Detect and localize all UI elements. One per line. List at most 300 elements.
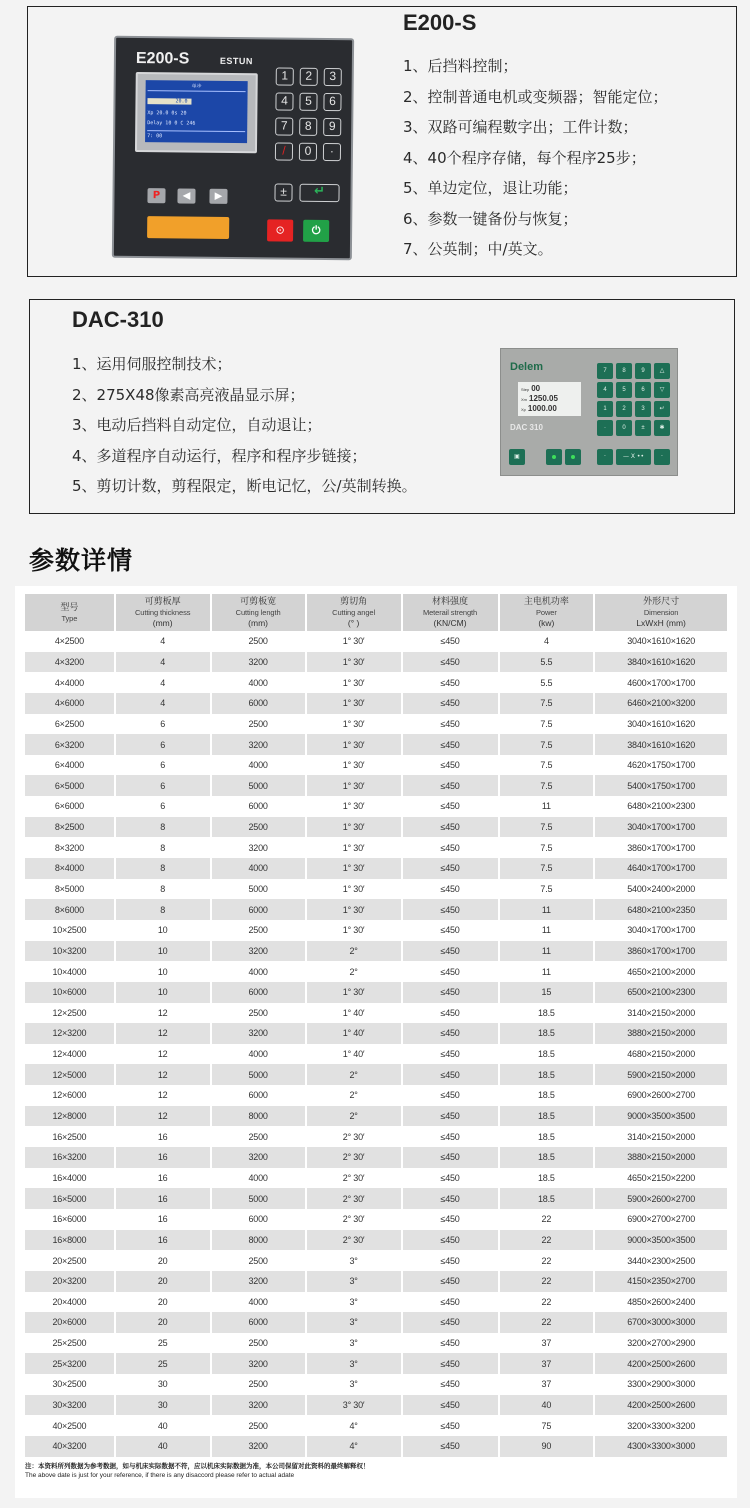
- table-cell: ≤450: [402, 1209, 499, 1230]
- table-cell: 37: [499, 1333, 595, 1354]
- backgauge-diagram-icon: [147, 216, 229, 239]
- table-cell: 22: [499, 1250, 595, 1271]
- dac310-model-label: DAC 310: [510, 423, 543, 432]
- table-row: [25, 920, 727, 941]
- table-cell: 3200: [211, 1436, 306, 1457]
- table-cell: 18.5: [499, 1168, 595, 1189]
- table-cell: 2° 30′: [306, 1209, 402, 1230]
- table-cell: 12: [115, 1064, 211, 1085]
- table-row: [25, 1312, 727, 1333]
- table-cell: 2500: [211, 1374, 306, 1395]
- table-cell: ≤450: [402, 961, 499, 982]
- table-cell: 7.5: [499, 817, 595, 838]
- table-cell: 1° 30′: [306, 734, 402, 755]
- table-row: [25, 1374, 727, 1395]
- dac-start-key-icon: [546, 449, 562, 465]
- table-cell: 7.5: [499, 837, 595, 858]
- table-cell: ≤450: [402, 858, 499, 879]
- table-cell: 2°: [306, 1064, 402, 1085]
- table-cell: 3200: [211, 1023, 306, 1044]
- table-cell: 10: [115, 982, 211, 1003]
- table-cell: ≤450: [402, 1147, 499, 1168]
- table-cell: 11: [499, 796, 595, 817]
- table-cell: ≤450: [402, 631, 499, 652]
- table-cell: ≤450: [402, 1436, 499, 1457]
- table-cell: 4850×2600×2400: [594, 1292, 727, 1313]
- table-cell: 6000: [211, 1209, 306, 1230]
- table-cell: 3200: [211, 837, 306, 858]
- table-cell: 16×3200: [25, 1147, 115, 1168]
- table-cell: ≤450: [402, 1085, 499, 1106]
- table-cell: 30: [115, 1395, 211, 1416]
- col-header-length: 可剪板宽 Cutting length (mm): [211, 594, 306, 631]
- table-cell: 1° 30′: [306, 631, 402, 652]
- table-cell: ≤450: [402, 837, 499, 858]
- table-cell: 8000: [211, 1106, 306, 1127]
- lcd-line: Xp 20.0 0s 20: [147, 110, 187, 117]
- table-cell: 8: [115, 817, 211, 838]
- table-cell: ≤450: [402, 1106, 499, 1127]
- table-cell: 12×2500: [52, 1007, 87, 1018]
- table-cell: ≤450: [402, 1374, 499, 1395]
- plus-minus-key: ±: [274, 183, 292, 201]
- table-row: [25, 714, 727, 735]
- table-cell: ≤450: [402, 982, 499, 1003]
- table-cell: 22: [499, 1271, 595, 1292]
- table-cell: ≤450: [402, 1168, 499, 1189]
- table-cell: 3860×1700×1700: [594, 837, 727, 858]
- lcd-value: 1000.00: [527, 404, 557, 413]
- lcd-line: Delay 10 0 C 246: [147, 120, 196, 127]
- table-cell: 8×4000: [25, 858, 115, 879]
- table-cell: 7.5: [499, 858, 595, 879]
- table-cell: 18.5: [499, 1085, 595, 1106]
- table-cell: ≤450: [402, 1126, 499, 1147]
- table-cell: 5000: [211, 775, 306, 796]
- table-cell: 16×8000: [25, 1230, 115, 1251]
- table-cell: 11: [499, 961, 595, 982]
- table-cell: ≤450: [402, 879, 499, 900]
- table-row: [25, 631, 727, 652]
- table-cell: 7.5: [499, 734, 595, 755]
- dac-screen-key-icon: ▣: [509, 449, 525, 465]
- table-cell: ≤450: [402, 652, 499, 673]
- col-header-type: 型号 Type: [25, 594, 115, 631]
- table-cell: 16: [115, 1209, 211, 1230]
- table-cell: 3040×1610×1620: [594, 714, 727, 735]
- feature-item: 4、多道程序自动运行，程序和程序步链接；: [72, 446, 367, 465]
- table-cell: 18.5: [499, 1003, 595, 1024]
- table-cell: 8: [115, 858, 211, 879]
- table-cell: 8: [115, 899, 211, 920]
- table-cell: 3200: [211, 1271, 306, 1292]
- feature-item: 2、控制普通电机或变频器；智能定位；: [403, 87, 668, 106]
- dac-key: 1: [597, 401, 613, 417]
- table-row: [25, 1188, 727, 1209]
- dac-key: 5: [616, 382, 632, 398]
- table-cell: 4300×3300×3000: [594, 1436, 727, 1457]
- table-cell: 40×2500: [52, 1420, 87, 1431]
- table-cell: 22: [499, 1230, 595, 1251]
- table-cell: 22: [499, 1312, 595, 1333]
- table-cell: 6000: [211, 899, 306, 920]
- table-cell: 1° 30′: [306, 672, 402, 693]
- table-cell: 1° 30′: [306, 899, 402, 920]
- table-cell: 4000: [211, 858, 306, 879]
- table-cell: ≤450: [402, 1003, 499, 1024]
- table-cell: 6480×2100×2350: [594, 899, 727, 920]
- table-cell: 12: [115, 1106, 211, 1127]
- table-cell: ≤450: [402, 1312, 499, 1333]
- table-row: [25, 1023, 727, 1044]
- table-cell: ≤450: [402, 1044, 499, 1065]
- table-cell: 6: [115, 755, 211, 776]
- key-8: 8: [299, 118, 317, 136]
- table-cell: 16: [115, 1168, 211, 1189]
- table-row: [25, 879, 727, 900]
- table-cell: 4620×1750×1700: [594, 755, 727, 776]
- table-cell: 6000: [211, 1085, 306, 1106]
- table-row: [25, 1209, 727, 1230]
- table-row: [25, 1168, 727, 1189]
- table-cell: ≤450: [402, 817, 499, 838]
- lcd-label: Xp: [521, 407, 526, 412]
- table-cell: 6×3200: [25, 734, 115, 755]
- table-cell: 37: [499, 1353, 595, 1374]
- feature-item: 3、双路可编程數字出；工件计数；: [403, 118, 638, 136]
- table-row: [25, 941, 727, 962]
- key-4: 4: [275, 92, 293, 110]
- table-cell: 1° 30′: [306, 714, 402, 735]
- table-cell: 7.5: [499, 693, 595, 714]
- table-row: [25, 1415, 727, 1436]
- table-cell: 2° 30′: [306, 1168, 402, 1189]
- table-cell: 3°: [306, 1250, 402, 1271]
- table-cell: 8×5000: [54, 884, 84, 894]
- table-row: [25, 1292, 727, 1313]
- table-row: [25, 1106, 727, 1127]
- dac-key: 9: [635, 363, 651, 379]
- table-row: [25, 1395, 727, 1416]
- table-cell: 12×8000: [25, 1106, 115, 1127]
- dac310-keypad: [597, 363, 670, 436]
- dac310-card: [29, 299, 735, 514]
- table-cell: 1° 40′: [306, 1044, 402, 1065]
- table-cell: 16: [115, 1126, 211, 1147]
- table-cell: 40×3200: [25, 1436, 115, 1457]
- table-row: [25, 1333, 727, 1354]
- table-cell: 5900×2600×2700: [594, 1188, 727, 1209]
- table-cell: 6: [115, 734, 211, 755]
- table-cell: 2° 30′: [306, 1147, 402, 1168]
- table-cell: 4×6000: [25, 693, 115, 714]
- table-cell: 2500: [211, 1250, 306, 1271]
- table-row: [25, 693, 727, 714]
- table-cell: 12×5000: [25, 1064, 115, 1085]
- table-cell: 16×5000: [25, 1188, 115, 1209]
- table-cell: 2500: [211, 1126, 306, 1147]
- table-cell: ≤450: [402, 1023, 499, 1044]
- table-cell: 7.5: [499, 755, 595, 776]
- table-cell: 3140×2150×2000: [594, 1003, 727, 1024]
- table-row: [25, 1250, 727, 1271]
- table-cell: ≤450: [402, 1188, 499, 1209]
- table-cell: 6000: [211, 1312, 306, 1333]
- table-cell: 20: [115, 1250, 211, 1271]
- table-row: [25, 734, 727, 755]
- e200s-controller-image: [112, 36, 354, 261]
- table-cell: 8: [115, 837, 211, 858]
- table-cell: 16: [115, 1188, 211, 1209]
- table-cell: 18.5: [499, 1044, 595, 1065]
- table-cell: 1° 30′: [306, 796, 402, 817]
- key-6: 6: [323, 93, 341, 111]
- table-cell: 4: [115, 652, 211, 673]
- enter-key-icon: ↵: [654, 401, 670, 417]
- lcd-value: 00: [531, 384, 541, 393]
- start-button-icon: ⏻: [303, 220, 329, 242]
- table-row: [25, 1271, 727, 1292]
- table-cell: 20×4000: [52, 1296, 87, 1307]
- table-row: [25, 672, 727, 693]
- table-cell: 5000: [211, 1064, 306, 1085]
- dac-key: 3: [635, 401, 651, 417]
- table-cell: 3°: [306, 1292, 402, 1313]
- table-row: [25, 796, 727, 817]
- dac-key: 7: [597, 363, 613, 379]
- table-cell: 25: [115, 1333, 211, 1354]
- table-cell: 12: [115, 1044, 211, 1065]
- table-cell: 6: [115, 796, 211, 817]
- table-cell: 12: [115, 1023, 211, 1044]
- table-cell: 12×6000: [52, 1090, 87, 1101]
- dac-key: ·: [597, 420, 613, 436]
- table-cell: 3°: [306, 1333, 402, 1354]
- program-key: P: [147, 188, 165, 203]
- table-cell: 30×2500: [52, 1379, 87, 1390]
- dac-key: 8: [616, 363, 632, 379]
- dac-key: 4: [597, 382, 613, 398]
- table-cell: 9000×3500×3500: [594, 1106, 727, 1127]
- col-header-strength: 材料强度 Meterail strength (KN/CM): [402, 594, 499, 631]
- table-row: [25, 1064, 727, 1085]
- table-cell: 3200: [211, 1353, 306, 1374]
- table-cell: 3860×1700×1700: [594, 941, 727, 962]
- stop-button-icon: ⊙: [267, 219, 293, 241]
- table-cell: 11: [499, 899, 595, 920]
- table-cell: 90: [499, 1436, 595, 1457]
- table-cell: 2°: [306, 941, 402, 962]
- table-cell: 4600×1700×1700: [594, 672, 727, 693]
- table-cell: 4×2500: [54, 636, 84, 647]
- table-cell: 12: [115, 1003, 211, 1024]
- feature-item: 5、剪切计数，剪程限定，断电记忆，公/英制转换。: [72, 477, 417, 495]
- table-cell: 4°: [306, 1436, 402, 1457]
- table-cell: 8000: [211, 1230, 306, 1251]
- table-cell: 6×2500: [54, 718, 84, 729]
- table-cell: 1° 30′: [306, 755, 402, 776]
- table-cell: 3140×2150×2000: [594, 1126, 727, 1147]
- table-cell: 1° 30′: [306, 879, 402, 900]
- table-cell: 2° 30′: [306, 1230, 402, 1251]
- table-cell: 75: [499, 1415, 595, 1436]
- table-cell: ≤450: [402, 1395, 499, 1416]
- table-cell: 5900×2150×2000: [594, 1064, 727, 1085]
- table-cell: 1° 40′: [306, 1003, 402, 1024]
- table-cell: 8: [115, 879, 211, 900]
- table-cell: 4: [115, 693, 211, 714]
- table-cell: 6000: [211, 982, 306, 1003]
- e200s-card: [27, 6, 737, 277]
- table-cell: 2500: [211, 817, 306, 838]
- table-row: [25, 1436, 727, 1457]
- table-cell: 3°: [306, 1271, 402, 1292]
- left-arrow-key-icon: ◀: [177, 188, 195, 203]
- table-cell: 12×3200: [25, 1023, 115, 1044]
- table-cell: 20: [115, 1271, 211, 1292]
- e200s-panel-model: E200-S: [135, 49, 190, 68]
- disclaimer-en: The above date is just for your reference, if there is any disaccord please refer to actual adate: [25, 1472, 295, 1479]
- table-cell: 1° 30′: [306, 652, 402, 673]
- table-cell: 6×4000: [54, 760, 84, 771]
- table-cell: 4: [115, 672, 211, 693]
- table-cell: 6900×2600×2700: [594, 1085, 727, 1106]
- table-cell: 25×2500: [52, 1338, 87, 1349]
- table-cell: ≤450: [402, 1353, 499, 1374]
- table-cell: 1° 30′: [306, 775, 402, 796]
- table-cell: 1° 30′: [306, 858, 402, 879]
- section-title: 参数详情: [29, 546, 134, 575]
- table-cell: 6: [115, 775, 211, 796]
- dac-key: 0: [616, 420, 632, 436]
- table-header-row: [25, 594, 727, 631]
- table-cell: 18.5: [499, 1126, 595, 1147]
- table-row: [25, 1230, 727, 1251]
- dac-axis-key: — X ••: [616, 449, 651, 465]
- settings-key-icon: ✱: [654, 420, 670, 436]
- col-header-dimension: 外形尺寸 Dimension LxWxH (mm): [594, 594, 727, 631]
- enter-key-icon: ↵: [299, 184, 339, 202]
- delem-logo: Delem: [510, 361, 544, 373]
- table-cell: ≤450: [402, 899, 499, 920]
- table-cell: 4200×2500×2600: [594, 1353, 727, 1374]
- table-cell: 3200×3300×3200: [594, 1415, 727, 1436]
- dac310-feature-list: [72, 349, 417, 502]
- right-arrow-key-icon: ▶: [209, 189, 227, 204]
- dac310-title: DAC-310: [72, 307, 164, 332]
- table-cell: 1° 40′: [306, 1023, 402, 1044]
- table-row: [25, 1147, 727, 1168]
- table-cell: 2° 30′: [306, 1126, 402, 1147]
- table-cell: 3200: [211, 1147, 306, 1168]
- table-cell: 3200: [211, 941, 306, 962]
- dac310-controller-image: [500, 348, 678, 476]
- table-cell: 1° 30′: [306, 837, 402, 858]
- table-cell: 5400×2400×2000: [594, 879, 727, 900]
- table-cell: 5.5: [499, 672, 595, 693]
- feature-item: 4、40个程序存储，每个程序25步；: [403, 148, 646, 167]
- table-cell: 3°: [306, 1374, 402, 1395]
- table-cell: 20×2500: [52, 1255, 87, 1266]
- table-cell: 6×5000: [25, 775, 115, 796]
- table-cell: ≤450: [402, 755, 499, 776]
- table-cell: 1° 30′: [306, 920, 402, 941]
- spec-table-body: [25, 631, 727, 1457]
- table-row: [25, 899, 727, 920]
- disclaimer-cn: 注：本资料所列数据为参考数据，如与机床实际数据不符，应以机床实际数据为准，本公司保留对此资料的最终解释权！: [25, 1463, 370, 1470]
- table-cell: 6: [115, 714, 211, 735]
- table-cell: 3200: [211, 652, 306, 673]
- col-header-angle: 剪切角 Cutting angel (° ): [306, 594, 402, 631]
- table-cell: 4: [115, 631, 211, 652]
- table-row: [25, 755, 727, 776]
- disclaimer-note: [25, 1462, 370, 1480]
- table-cell: 3040×1610×1620: [594, 631, 727, 652]
- table-cell: 5.5: [499, 652, 595, 673]
- table-cell: 4×4000: [54, 677, 84, 688]
- feature-item: 1、后挡料控制；: [403, 57, 518, 75]
- table-cell: 3200: [211, 734, 306, 755]
- table-cell: 40: [115, 1415, 211, 1436]
- table-cell: ≤450: [402, 920, 499, 941]
- table-row: [25, 961, 727, 982]
- feature-item: 5、单边定位，退让功能；: [403, 179, 578, 197]
- table-cell: 4200×2500×2600: [594, 1395, 727, 1416]
- table-cell: 4680×2150×2000: [594, 1044, 727, 1065]
- table-cell: 3440×2300×2500: [594, 1250, 727, 1271]
- table-cell: 3200×2700×2900: [594, 1333, 727, 1354]
- table-cell: 16: [115, 1147, 211, 1168]
- table-cell: 4000: [211, 755, 306, 776]
- down-arrow-key-icon: ▽: [654, 382, 670, 398]
- table-cell: 5400×1750×1700: [594, 775, 727, 796]
- table-cell: 40: [499, 1395, 595, 1416]
- key-7: 7: [275, 117, 293, 135]
- spec-table: [25, 594, 727, 1457]
- e200s-title: E200-S: [403, 10, 477, 35]
- table-cell: ≤450: [402, 714, 499, 735]
- table-cell: 8×6000: [25, 899, 115, 920]
- table-cell: 20: [115, 1312, 211, 1333]
- table-cell: 40: [115, 1436, 211, 1457]
- table-cell: 1° 30′: [306, 982, 402, 1003]
- lcd-line: 20.0: [175, 98, 188, 105]
- table-cell: 3840×1610×1620: [594, 652, 727, 673]
- e200s-numeric-keypad: [275, 67, 342, 161]
- table-cell: ≤450: [402, 941, 499, 962]
- table-cell: 10×2500: [52, 925, 87, 936]
- table-row: [25, 652, 727, 673]
- table-cell: 16×6000: [52, 1214, 87, 1225]
- key-1: 1: [276, 67, 294, 85]
- table-cell: 2500: [211, 1003, 306, 1024]
- table-row: [25, 1085, 727, 1106]
- key-9: 9: [323, 118, 341, 136]
- table-row: [25, 858, 727, 879]
- col-header-power: 主电机功率 Power (kw): [499, 594, 595, 631]
- table-cell: 3° 30′: [306, 1395, 402, 1416]
- e200s-lcd-screen: [145, 80, 248, 143]
- table-cell: ≤450: [402, 672, 499, 693]
- table-cell: 2500: [211, 631, 306, 652]
- table-row: [25, 1003, 727, 1024]
- table-row: [25, 775, 727, 796]
- table-cell: 22: [499, 1209, 595, 1230]
- table-cell: 2°: [306, 961, 402, 982]
- table-cell: 18.5: [499, 1188, 595, 1209]
- table-cell: 37: [499, 1374, 595, 1395]
- table-cell: 11: [499, 920, 595, 941]
